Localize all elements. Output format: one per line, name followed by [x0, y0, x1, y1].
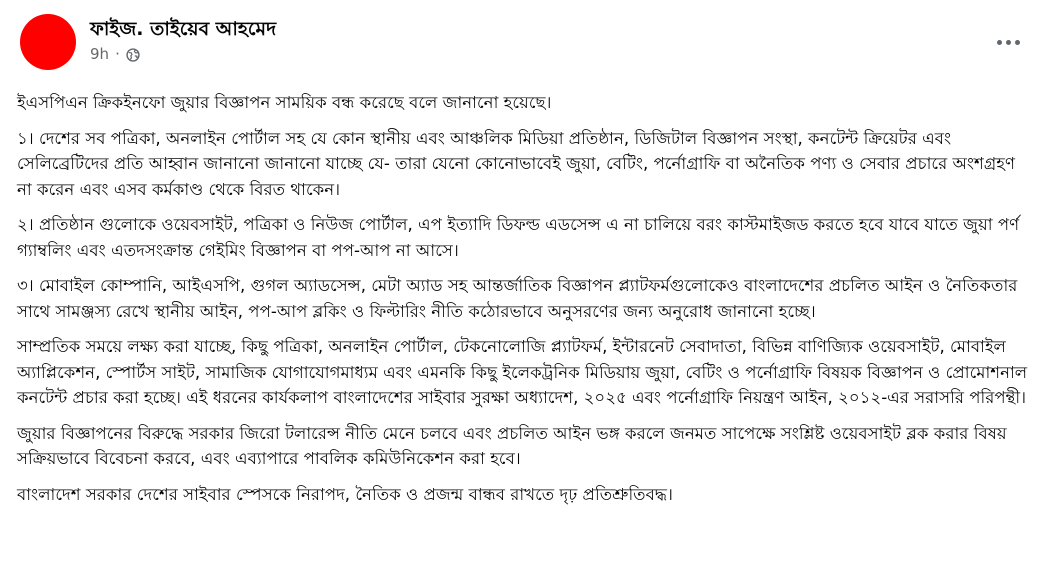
post-paragraph-2: ১। দেশের সব পত্রিকা, অনলাইন পোর্টাল সহ যে কোন স্থানীয় এবং আঞ্চলিক মিডিয়া প্রতিষ্ঠান, ডিজিটাল বিজ্ঞাপন সংস্থা, কনটেন্ট ক্রিয়েটর এবং সেলিব্রেটিদের প্রতি আহ্বান জানানো জানানো যাচ্ছে যে- তারা যেনো কোনোভাবেই জুয়া, বেটিং, পর্নোগ্রাফি বা অনৈতিক পণ্য ও সেবার প্রচারে অংশগ্রহণ না করেন এবং এসব কর্মকাণ্ড থেকে বিরত থাকেন।	[17, 128, 1016, 199]
post-paragraph-3: ২। প্রতিষ্ঠান গুলোকে ওয়েবসাইট, পত্রিকা ও নিউজ পোর্টাল, এপ ইত্যাদি ডিফল্ড এডসেন্স এ না চালিয়ে বরং কাস্টমাইজড করতে হবে যাবে যাতে জুয়া পর্ণ গ্যাম্বলিং এবং এতদসংক্রান্ত গেইমিং বিজ্ঞাপন বা পপ-আপ না আসে।	[17, 215, 1020, 260]
post-header	[20, 14, 276, 70]
post-meta	[90, 16, 276, 64]
post-paragraph-4: ৩। মোবাইল কোম্পানি, আইএসপি, গুগল অ্যাডসেন্স, মেটা অ্যাড সহ আন্তর্জাতিক বিজ্ঞাপন প্ল্যাটফর্মগুলোকেও বাংলাদেশের প্রচলিত আইন ও নৈতিকতার সাথে সামঞ্জস্য রেখে স্থানীয় আইন, পপ-আপ ব্লকিং ও ফিল্টারিং নীতি কঠোরভাবে অনুসরণের জন্য অনুরোধ জানানো হচ্ছে।	[17, 276, 1018, 321]
ellipsis-icon[interactable]	[990, 30, 1026, 54]
post-time[interactable]: 9h	[90, 45, 110, 63]
post-subline	[90, 44, 276, 64]
ellipsis-dot	[997, 40, 1002, 45]
post-paragraph-7: বাংলাদেশ সরকার দেশের সাইবার স্পেসকে নিরাপদ, নৈতিক ও প্রজন্ম বান্ধব রাখতে দৃঢ় প্রতিশ্রুতিবদ্ধ।	[17, 484, 673, 504]
post-paragraph-6: জুয়ার বিজ্ঞাপনের বিরুদ্ধে সরকার জিরো টলারেন্স নীতি মেনে চলবে এবং প্রচলিত আইন ভঙ্গ করলে জনমত সাপেক্ষে সংশ্লিষ্ট ওয়েবসাইট ব্লক করার বিষয় সক্রিয়ভাবে বিবেচনা করবে, এবং এব্যাপারে পাবলিক কমিউনিকেশন করা হবে।	[17, 423, 1007, 468]
avatar[interactable]	[20, 14, 76, 70]
globe-icon[interactable]	[126, 47, 140, 61]
ellipsis-dot	[1015, 40, 1020, 45]
post-body	[17, 90, 1029, 517]
author-name[interactable]: ফাইজ. তাইয়েব আহমেদ	[90, 18, 277, 40]
ellipsis-dot	[1006, 40, 1011, 45]
separator-dot: ·	[115, 45, 120, 63]
post-paragraph-5: সাম্প্রতিক সময়ে লক্ষ্য করা যাচ্ছে, কিছু পত্রিকা, অনলাইন পোর্টাল, টেকনোলোজি প্ল্যাটফর্ম, ইন্টারনেট সেবাদাতা, বিভিন্ন বাণিজ্যিক ওয়েবসাইট, মোবাইল অ্যাপ্লিকেশন, স্পোর্টস সাইট, সামাজিক যোগাযোগমাধ্যম এবং এমনকি কিছু ইলেকট্রনিক মিডিয়ায় জুয়া, বেটিং ও পর্নোগ্রাফি বিষয়ক বিজ্ঞাপন ও প্রোমোশনাল কনটেন্ট প্রচার করা হচ্ছে। এই ধরনের কার্যকলাপ বাংলাদেশের সাইবার সুরক্ষা অধ্যাদেশ, ২০২৫ এবং পর্নোগ্রাফি নিয়ন্ত্রণ আইন, ২০১২-এর সরাসরি পরিপন্থী।	[17, 337, 1028, 407]
post-paragraph-1: ইএসপিএন ক্রিকইনফো জুয়ার বিজ্ঞাপন সাময়িক বন্ধ করেছে বলে জানানো হয়েছে।	[17, 93, 552, 112]
